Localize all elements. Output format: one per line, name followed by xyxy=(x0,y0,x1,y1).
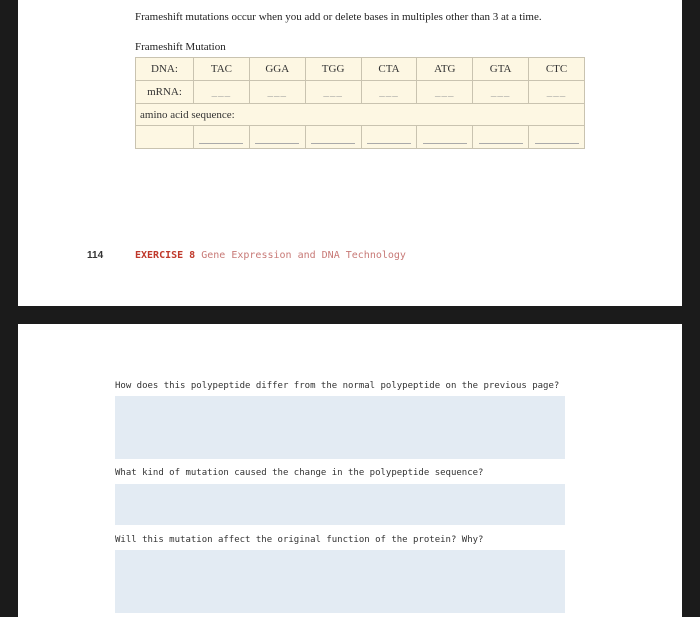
worksheet-page-top xyxy=(18,0,682,306)
dna-codon: TGG xyxy=(305,58,361,81)
mrna-blank: ___ xyxy=(490,86,511,98)
mrna-blank-cell[interactable] xyxy=(305,81,361,104)
intro-text: Frameshift mutations occur when you add or delete bases in multiples other than 3 at a time. xyxy=(135,11,542,23)
amino-answer-cell[interactable] xyxy=(249,126,305,149)
mrna-blank-cell[interactable] xyxy=(194,81,250,104)
mrna-blank: ___ xyxy=(435,86,455,98)
question-3: Will this mutation affect the original function of the protein? Why? xyxy=(115,535,484,545)
amino-answer-cell[interactable] xyxy=(529,126,585,149)
answer-line xyxy=(479,143,523,144)
answer-box-2[interactable] xyxy=(115,484,565,525)
dna-codon: GTA xyxy=(473,58,529,81)
mrna-blank: ___ xyxy=(267,86,288,98)
amino-acid-label: amino acid sequence: xyxy=(136,104,585,126)
answer-box-1[interactable] xyxy=(115,396,565,459)
mrna-blank-cell[interactable] xyxy=(473,81,529,104)
question-1: How does this polypeptide differ from the normal polypeptide on the previous page? xyxy=(115,381,560,391)
mrna-blank-cell[interactable] xyxy=(529,81,585,104)
dna-row xyxy=(136,58,585,81)
chapter-title: Gene Expression and DNA Technology xyxy=(201,250,406,261)
amino-answer-cell[interactable] xyxy=(305,126,361,149)
running-footer xyxy=(135,250,406,261)
mrna-label: mRNA: xyxy=(136,81,194,104)
dna-codon: CTC xyxy=(529,58,585,81)
exercise-label: EXERCISE 8 xyxy=(135,250,196,261)
amino-acid-label-row xyxy=(136,104,585,126)
mrna-blank-cell[interactable] xyxy=(249,81,305,104)
answer-line xyxy=(311,143,355,144)
mrna-blank: ___ xyxy=(379,86,399,98)
answer-box-3[interactable] xyxy=(115,550,565,613)
amino-answer-cell[interactable] xyxy=(473,126,529,149)
answer-line xyxy=(199,143,243,144)
amino-empty-cell xyxy=(136,126,194,149)
dna-codon: GGA xyxy=(249,58,305,81)
amino-acid-answer-row xyxy=(136,126,585,149)
mrna-blank-cell[interactable] xyxy=(361,81,417,104)
amino-answer-cell[interactable] xyxy=(194,126,250,149)
mrna-row xyxy=(136,81,585,104)
answer-line xyxy=(423,143,467,144)
answer-line xyxy=(367,143,411,144)
question-2: What kind of mutation caused the change in the polypeptide sequence? xyxy=(115,468,484,478)
table-title: Frameshift Mutation xyxy=(135,41,226,53)
mrna-blank: ___ xyxy=(546,86,567,98)
mrna-blank: ___ xyxy=(323,86,343,98)
amino-answer-cell[interactable] xyxy=(361,126,417,149)
worksheet-page-bottom xyxy=(18,324,682,617)
answer-line xyxy=(255,143,299,144)
dna-codon: ATG xyxy=(417,58,473,81)
dna-label: DNA: xyxy=(136,58,194,81)
amino-answer-cell[interactable] xyxy=(417,126,473,149)
mrna-blank-cell[interactable] xyxy=(417,81,473,104)
dna-codon: CTA xyxy=(361,58,417,81)
dna-codon: TAC xyxy=(194,58,250,81)
mrna-blank: ___ xyxy=(211,86,232,98)
answer-line xyxy=(535,143,579,144)
page-number: 114 xyxy=(87,250,104,261)
frameshift-table xyxy=(135,57,585,149)
